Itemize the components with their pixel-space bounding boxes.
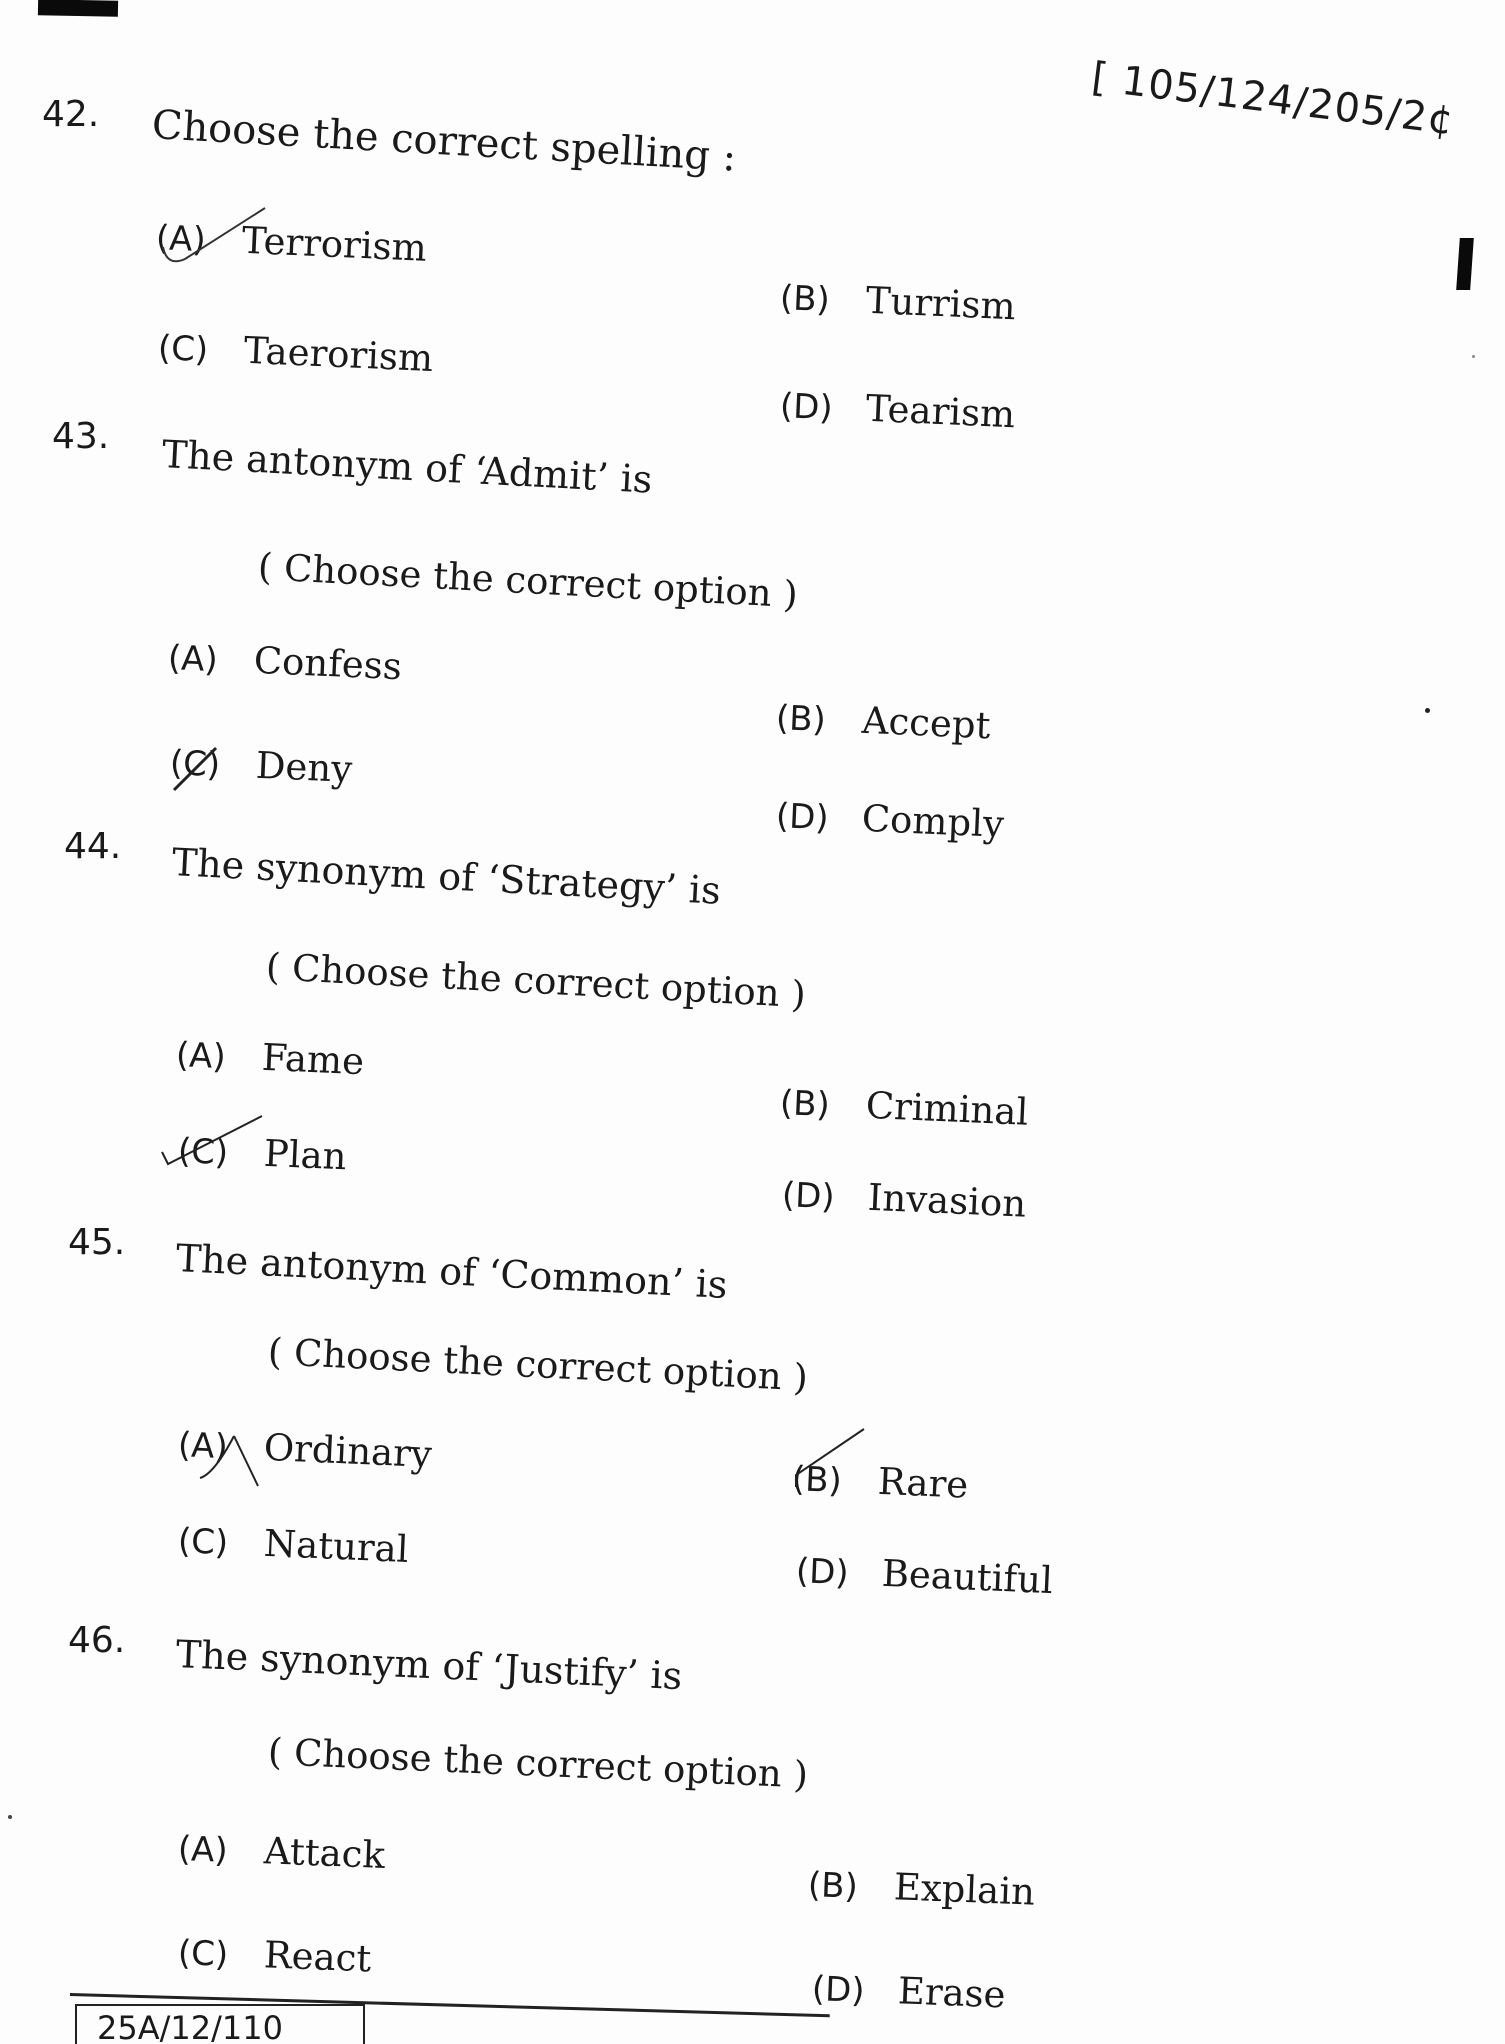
option-text: Attack	[263, 1829, 386, 1877]
option-b[interactable]	[779, 1080, 1029, 1134]
scan-speck	[1425, 708, 1430, 713]
scan-speck	[8, 1815, 12, 1819]
option-c[interactable]	[177, 1128, 347, 1178]
option-label: (B)	[779, 278, 831, 321]
question-number: 42.	[42, 94, 100, 135]
option-d[interactable]	[781, 1172, 1027, 1226]
option-b[interactable]	[779, 275, 1016, 328]
option-b[interactable]	[791, 1456, 969, 1507]
option-text: Beautiful	[880, 1551, 1054, 1603]
option-c[interactable]	[169, 740, 353, 791]
option-text: Explain	[893, 1865, 1036, 1914]
question-text: The antonym of ‘Common’ is	[174, 1236, 729, 1307]
instruction-text: ( Choose the correct option )	[256, 545, 799, 617]
option-text: Erase	[897, 1969, 1007, 2017]
option-d[interactable]	[811, 1966, 1006, 2016]
option-text: React	[263, 1933, 373, 1981]
option-text: Accept	[860, 698, 992, 748]
option-a[interactable]	[167, 635, 403, 688]
option-label: (C)	[177, 1933, 229, 1975]
option-text: Taerorism	[242, 328, 435, 380]
option-label: (A)	[175, 1035, 227, 1078]
option-text: Plan	[262, 1131, 348, 1179]
option-text: Tearism	[864, 386, 1017, 437]
option-label: (D)	[779, 386, 834, 429]
option-a[interactable]	[177, 1826, 386, 1877]
option-text: Criminal	[864, 1083, 1030, 1134]
option-text: Ordinary	[262, 1425, 433, 1477]
option-text: Rare	[876, 1459, 970, 1507]
option-label: (A)	[155, 218, 207, 261]
option-label: (D)	[811, 1969, 866, 2012]
question-number: 45.	[68, 1222, 126, 1263]
option-label: (D)	[775, 796, 830, 839]
instruction-text: ( Choose the correct option )	[267, 1730, 809, 1797]
option-c[interactable]	[177, 1518, 409, 1571]
option-label: (B)	[791, 1459, 843, 1502]
option-d[interactable]	[775, 793, 1005, 846]
option-a[interactable]	[177, 1422, 433, 1476]
option-c[interactable]	[177, 1930, 372, 1980]
option-b[interactable]	[807, 1862, 1036, 1914]
option-text: Confess	[252, 638, 403, 689]
option-label: (B)	[779, 1083, 831, 1126]
option-text: Natural	[262, 1521, 410, 1572]
option-text: Fame	[260, 1035, 365, 1084]
instruction-text: ( Choose the correct option )	[264, 945, 807, 1017]
option-d[interactable]	[779, 383, 1016, 436]
scan-side-mark	[1456, 238, 1474, 290]
option-text: Deny	[254, 743, 354, 791]
paper-code: [ 105/124/205/2¢	[1089, 54, 1457, 145]
option-label: (A)	[177, 1425, 229, 1468]
scan-corner-mark	[38, 0, 118, 17]
option-d[interactable]	[795, 1548, 1054, 1602]
option-b[interactable]	[775, 695, 991, 747]
option-label: (C)	[157, 328, 210, 371]
question-number: 46.	[68, 1620, 126, 1661]
option-text: Comply	[860, 796, 1005, 846]
option-label: (D)	[781, 1175, 836, 1218]
option-text: Terrorism	[240, 218, 428, 270]
option-label: (A)	[167, 638, 219, 681]
question-text: The synonym of ‘Justify’ is	[175, 1632, 684, 1699]
instruction-text: ( Choose the correct option )	[266, 1330, 809, 1400]
option-label: (B)	[807, 1865, 859, 1907]
option-a[interactable]	[175, 1032, 365, 1083]
option-label: (D)	[795, 1551, 850, 1594]
question-number: 43.	[52, 416, 110, 457]
option-label: (C)	[177, 1521, 230, 1564]
scan-speck	[1472, 355, 1475, 358]
option-text: Turrism	[864, 278, 1017, 329]
option-label: (B)	[775, 698, 827, 741]
question-number: 44.	[64, 826, 122, 867]
option-label: (C)	[177, 1131, 230, 1174]
question-text: The synonym of ‘Strategy’ is	[170, 840, 722, 913]
option-a[interactable]	[155, 215, 428, 270]
option-label: (A)	[177, 1829, 229, 1871]
question-text: The antonym of ‘Admit’ is	[160, 432, 654, 502]
question-text: Choose the correct spelling :	[150, 102, 738, 181]
option-label: (C)	[169, 743, 222, 786]
booklet-code: 25A/12/110	[75, 2004, 365, 2044]
option-text: Invasion	[866, 1175, 1028, 1226]
option-c[interactable]	[157, 325, 434, 380]
